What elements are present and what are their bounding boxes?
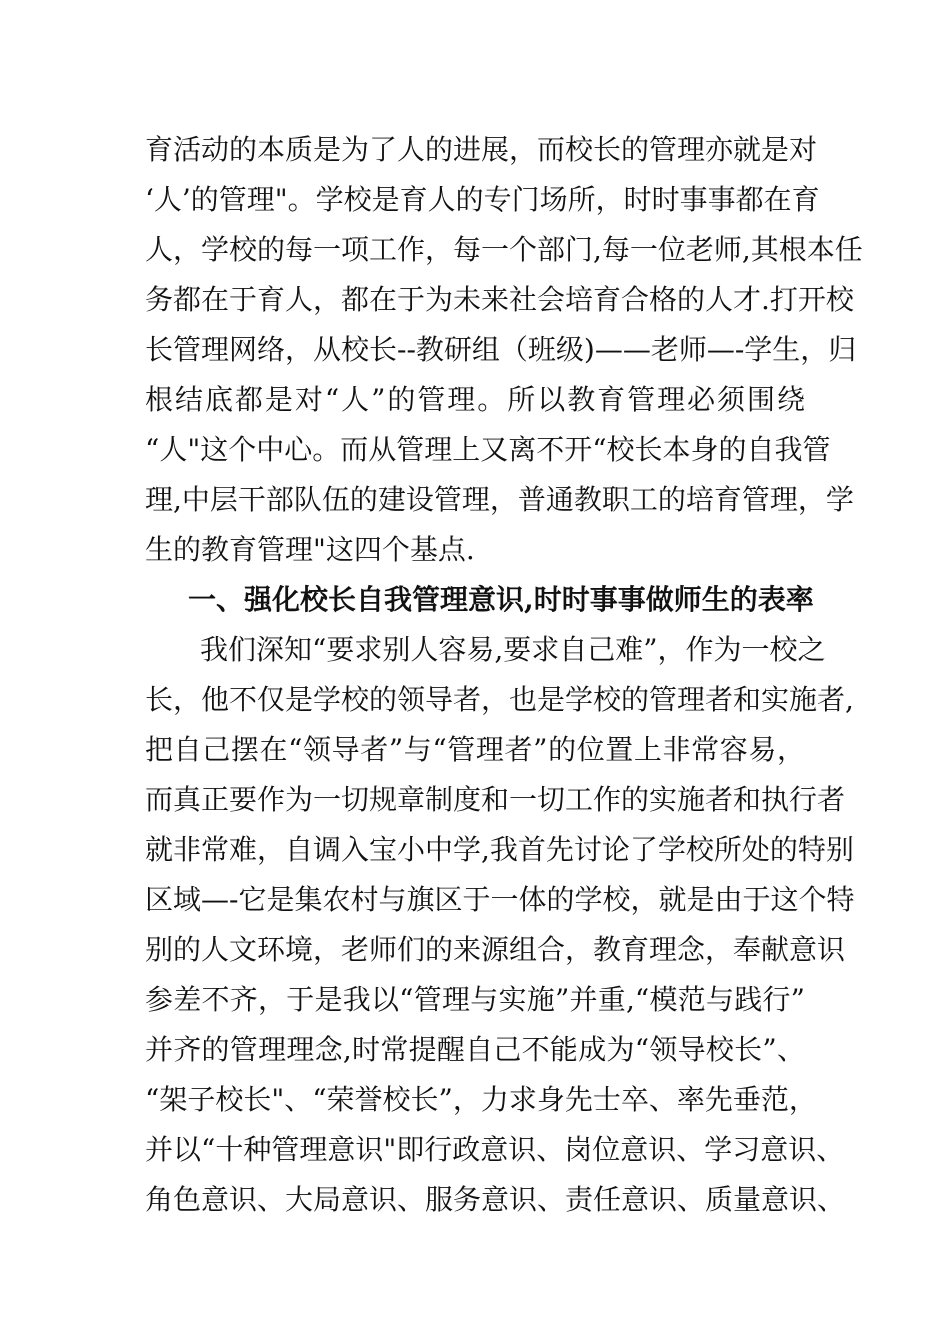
paragraph-2-line-1: 我们深知“要求别人容易,要求自己难”，作为一校之 xyxy=(200,633,826,666)
paragraph-2-line-11: 并以“十种管理意识"即行政意识、岗位意识、学习意识、 xyxy=(145,1133,845,1166)
paragraph-1-line-3: 人，学校的每一项工作，每一个部门,每一位老师,其根本任 xyxy=(145,233,863,266)
paragraph-2-line-2: 长，他不仅是学校的领导者，也是学校的管理者和实施者, xyxy=(145,683,854,716)
paragraph-2-line-5: 就非常难，自调入宝小中学,我首先讨论了学校所处的特别 xyxy=(145,833,854,866)
paragraph-2-line-3: 把自己摆在“领导者”与“管理者”的位置上非常容易， xyxy=(145,733,805,766)
paragraph-2-line-8: 参差不齐，于是我以“管理与实施”并重,“模范与践行” xyxy=(145,983,805,1016)
paragraph-1-line-4: 务都在于育人，都在于为未来社会培育合格的人才.打开校 xyxy=(145,283,854,316)
paragraph-1-line-2: ‘人’的管理"。学校是育人的专门场所，时时事事都在育 xyxy=(145,183,820,216)
paragraph-2-line-10: “架子校长"、“荣誉校长”，力求身先士卒、率先垂范， xyxy=(145,1083,817,1116)
paragraph-2-line-9: 并齐的管理理念,时常提醒自己不能成为“领导校长”、 xyxy=(145,1033,805,1066)
paragraph-1-line-6: 根结底都是对“人”的管理。所以教育管理必须围绕 xyxy=(145,383,805,416)
section-heading: 一、强化校长自我管理意识,时时事事做师生的表率 xyxy=(188,583,814,616)
paragraph-2-line-12: 角色意识、大局意识、服务意识、责任意识、质量意识、 xyxy=(145,1183,846,1216)
paragraph-1-line-9: 生的教育管理"这四个基点. xyxy=(145,533,475,566)
paragraph-2-line-6: 区域—-它是集农村与旗区于一体的学校，就是由于这个特 xyxy=(145,883,855,916)
paragraph-2-line-7: 别的人文环境，老师们的来源组合，教育理念，奉献意识 xyxy=(145,933,846,966)
paragraph-1-line-1: 育活动的本质是为了人的进展，而校长的管理亦就是对 xyxy=(145,133,818,166)
paragraph-1-line-7: “人"这个中心。而从管理上又离不开“校长本身的自我管 xyxy=(145,433,831,466)
paragraph-1-line-8: 理,中层干部队伍的建设管理，普通教职工的培育管理，学 xyxy=(145,483,854,516)
paragraph-2-line-4: 而真正要作为一切规章制度和一切工作的实施者和执行者 xyxy=(145,783,846,816)
paragraph-1-line-5: 长管理网络，从校长--教研组（班级)——老师—-学生，归 xyxy=(145,333,857,366)
